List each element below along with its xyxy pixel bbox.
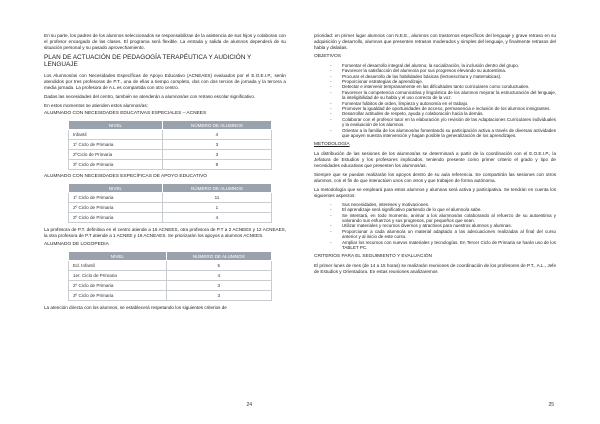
table-cell: 3 <box>166 281 271 291</box>
paragraph-3: En estos momentos se atienden estos alumnos/as: <box>44 102 148 108</box>
table-row <box>69 291 272 301</box>
table-header: NIVEL <box>69 252 167 261</box>
table-caption-acnees: ALUMNADO CON NECESIDADES EDUCATIVAS ESPECIALES – ACNEES <box>44 111 207 117</box>
table-cell: 3 <box>166 291 271 301</box>
table-row <box>69 150 272 160</box>
list-item: - Procurar el desarrollo de las habilidades básicas (lectoescritura y matemáticas). <box>330 74 556 79</box>
table-cell: 2º Ciclo de Primaria <box>69 203 163 213</box>
table-row <box>69 160 272 170</box>
page-number: 25 <box>548 402 554 408</box>
section-heading: PLAN DE ACTUACIÓN DE PEDAGOGÍA TERAPÉUTICA Y AUDICIÓN Y LENGUAJE <box>44 53 252 69</box>
table-cell: 3º Ciclo de Primaria <box>69 291 167 301</box>
metodologia-title: METODOLOGÍA <box>314 142 350 148</box>
metodologia-paragraph-3: La metodología que se empleará para estos alumnos y alumnas será activa y participativa. Se tendrán en cuenta los siguientes aspectos: <box>314 186 556 198</box>
list-item: - Detectar e intervenir tempranamente en las dificultades tanto curriculares como conductuales. <box>330 84 556 89</box>
table-acneaes <box>68 183 272 223</box>
table-header: NIVEL <box>69 184 163 193</box>
objetivos-title: OBJETIVOS <box>314 53 341 59</box>
table-header: NIVEL <box>69 121 163 130</box>
table-row <box>69 213 272 223</box>
list-item: - Colaborar con el profesor tutor en la elaboración y/o revisión de las Adaptaciones Curriculares individuales y la evaluación de los alumnos. <box>330 117 556 128</box>
list-item: - Ampliar los recursos con nuevos materiales y tecnologías. En Tercer Ciclo de Primaria se harán uso de los TABLET PC. <box>330 240 556 251</box>
table-cell: 3 <box>162 150 271 160</box>
table-caption-acneaes: ALUMNADO CON NECESIDADES ESPECÍFICAS DE APOYO EDUCATIVO <box>44 174 208 180</box>
table-row <box>69 281 272 291</box>
paragraph-5: La atención directa con los alumnos, se establecerá respetando los siguientes criterios de <box>44 305 227 311</box>
table-cell: 4 <box>162 213 271 223</box>
table-row <box>69 271 272 281</box>
list-item: - Sus necesidades, intereses y motivaciones. <box>330 202 556 207</box>
list-item: - Favorecer la competencia comunicativa y lingüística de los alumnos mejorar la estructuración del lenguaje, la inteligibilidad de su habla y el uso correcto de la voz. <box>330 90 556 101</box>
table-cell: 1er. Ciclo de Primaria <box>69 271 167 281</box>
list-item: - Promover la igualdad de oportunidades de acceso, permanencia e inclusión de los alumnos inmigrantes. <box>330 106 556 111</box>
list-item: - Favorecer la satisfacción del alumno/a por sus progresos elevando su autoestima. <box>330 68 556 73</box>
paragraph-1: Los Alumnos/as con Necesidades Específicas de Apoyo Educativo (ACNEAES) evaluados por el E.O.E.I.P., serán atendidos por tres profesoras de P.T., una de ellas a tiempo completo, dos con dos tercios de jornada y la tercera a media jornada. La profesora de A.L es compartida con otro centro. <box>44 72 286 90</box>
table-cell: Infantil <box>69 130 163 140</box>
aspectos-list <box>314 202 556 251</box>
table-cell: 4 <box>162 130 271 140</box>
list-item: - Se intentará, en todo momento, animar a los alumnos/as colaborando al refuerzo de su autoestima y valorando sus esfuerzos y sus progresos, por pequeños que sean. <box>330 213 556 224</box>
table-cell: 5 <box>166 261 271 271</box>
table-cell: 11 <box>162 193 271 203</box>
list-item: - Utilizar materiales y recursos diversos y atractivos para nuestros alumnos y alumnas. <box>330 223 556 228</box>
table-cell: 3º Ciclo de Primaria <box>69 213 163 223</box>
list-item: - Proporcionar estrategias de aprendizaje. <box>330 79 556 84</box>
paragraph-prioridad: prioridad: en primer lugar alumnos con N.E.E., alumnos con trastornos específicos del lenguaje y grave retraso en su adquisición y desarrollo, alumnos que presenten retrasos moderados y simples del lenguaje, y finalmente retrasos del habla y dislalias. <box>314 33 556 50</box>
list-item: - El aprendizaje será significativo partiendo de lo que el alumno/a sabe. <box>330 207 556 212</box>
list-item: - Fomentar hábitos de orden, limpieza y autonomía en el trabajo. <box>330 101 556 106</box>
criterios-paragraph: El primer lunes de mes (de 14 a 15 horas) se realizarán reuniones de coordinación de los profesores de P.T., A.L., Jefe de Estudios y Orientadora. En estas reuniones analizaremos <box>314 263 556 275</box>
table-cell: 2º Ciclo de Primaria <box>69 281 167 291</box>
table-cell: 1 <box>162 203 271 213</box>
list-item: - Orientar a la familia de los alumnos/as fomentando su participación activa a través de diversas actividades que apoyen nuestra intervención y hagan posible la generalización de los aprendizajes. <box>330 128 556 139</box>
table-row <box>69 203 272 213</box>
metodologia-paragraph-1: La distribución de las sesiones de los alumnos/as se determinará a partir de la coordinación con el E.O.E.I.P., la Jefatura de Estudios y los profesores implicados, teniendo presente como primer criterio el grado y tipo de necesidades educativas que presenten los alumnos/as. <box>314 151 556 169</box>
table-cell: 3 <box>162 140 271 150</box>
table-cell: Ed. Infantil <box>69 261 167 271</box>
table-logopedia <box>68 251 272 301</box>
table-cell: 4 <box>166 271 271 281</box>
paragraph-2: Dadas las necesidades del centro, también se atenderán a alumnos/as con retraso escolar significativo. <box>44 93 256 99</box>
table-header: NÚMERO DE ALUMNOS <box>166 252 271 261</box>
table-cell: 1º Ciclo de Primaria <box>69 193 163 203</box>
objetivos-list <box>314 63 556 139</box>
page-number: 24 <box>246 402 252 408</box>
list-item: - Fomentar el desarrollo integral del alumno, la socialización, la inclusión dentro del grupo. <box>330 63 556 68</box>
right-page <box>300 0 600 424</box>
criterios-title: CRITERIOS PARA EL SEGUIMIENTO Y EVALUACIÓN <box>314 254 432 260</box>
table-row <box>69 140 272 150</box>
table-cell: 3º Ciclo de Primaria <box>69 160 163 170</box>
table-header: NÚMERO DE ALUMNOS <box>162 184 271 193</box>
table-acnees <box>68 120 272 170</box>
intro-paragraph: En su parte, los padres de los alumnos seleccionados se responsabilizan de la asistencia de sus hijos y colaboran con el profesor encargado de las clases. El programa será flexible. La entrada y salida de alumnos dependerá de su situación personal y su pasado aprovechamiento. <box>44 33 286 50</box>
table-row <box>69 261 272 271</box>
paragraph-4: La profesora de P.T. definitiva en el centro atiende a 15 ACNEES, otra profesora de P.T a 2 ACNEES y 12 ACNEAES, la otra profesora de P.T atiende a 1 ACNEE y 16 ACNEAES. Se priorizarán los apoyos a alumnos ACNEES. <box>44 227 286 239</box>
table-cell: 1º Ciclo de Primaria <box>69 140 163 150</box>
table-row <box>69 130 272 140</box>
table-row <box>69 193 272 203</box>
table-header: NÚMERO DE ALUMNOS <box>162 121 271 130</box>
metodologia-paragraph-2: Siempre que se puedan realizarán los apoyos dentro de su aula referencia. Se compartirán las sesiones con otros alumnos, con el fin de que interactúen unos con otros y que trabajen de forma autónoma. <box>314 172 556 184</box>
table-cell: 8 <box>162 160 271 170</box>
table-caption-logopedia: ALUMNADO DE LOGOPEDIA <box>44 242 109 248</box>
table-cell: 2ºCiclo de Primaria <box>69 150 163 160</box>
list-item: - Desarrollar actitudes de respeto, ayuda y colaboración hacia la demás. <box>330 111 556 116</box>
list-item: - Proporcionar a cada alumno/a un material adaptado a las adecuaciones realizadas al final del curso anterior y al inicio de este curso. <box>330 229 556 240</box>
